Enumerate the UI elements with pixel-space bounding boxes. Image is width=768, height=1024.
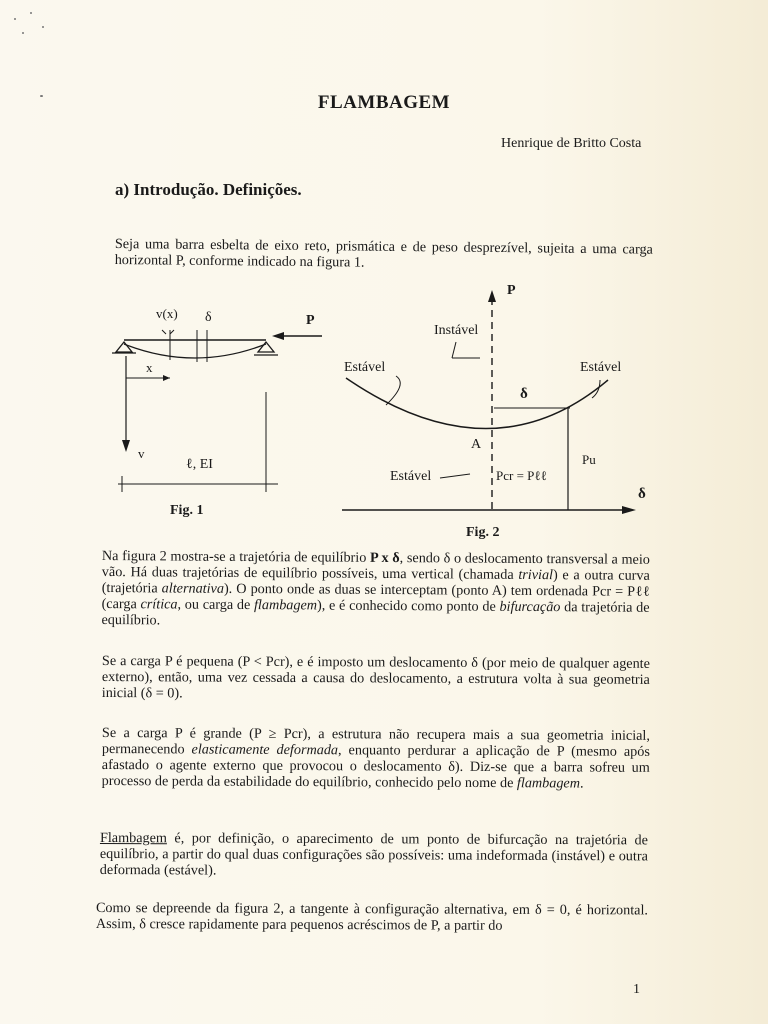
fig2-label-P: P [507,283,516,298]
text-run: ). O ponto onde as duas se interceptam (ponto A) tem ordenada Pcr = Pℓℓ (carga [101,580,650,613]
text-run: Se a carga P é grande (P ≥ Pcr), a estrutura não recupera mais a sua geometria inicial, permanecendo [101,725,650,758]
paragraph-definition [100,830,648,880]
text-run: , ou carga de [177,596,255,614]
text-run: é, por definição, o aparecimento de um ponto de bifurcação na trajetória de equilíbrio, a partir do qual duas configurações são possíveis: uma indeformada (instável) e outra deformada (estável). [99,830,648,879]
author-name: Henrique de Britto Costa [501,136,642,151]
text-run-italic: bifurcação [499,598,561,616]
paragraph-large-load [102,725,650,792]
text-run: da trajetória de equilíbrio. [101,599,650,629]
text-run: ), e é conhecido como ponto de [317,597,500,615]
fig1-caption: Fig. 1 [170,503,204,518]
text-run-bold: P x δ [369,549,400,567]
text-run: , enquanto perdurar a aplicação de P (mesmo após afastado o agente externo que provocou o deslocamento δ). Diz-se que a barra sofreu um processo de perda da estabilidade do equilíbrio, conhecido pelo nome de [101,742,650,792]
page-number: 1 [633,982,640,997]
fig2-label-estavel-right: Estável [580,360,622,375]
paragraph-tangent [96,900,648,934]
fig1-label-vx: v(x) [156,306,178,321]
fig1-label-P: P [306,313,315,328]
text-run-italic: alternativa [161,580,225,597]
text-run: ) e a outra curva (trajetória [101,567,650,597]
section-heading: a) Introdução. Definições. [115,180,302,199]
fig2-caption: Fig. 2 [466,525,500,540]
paragraph-small-load [102,653,650,704]
text-run: Como se depreende da figura 2, a tangente à configuração alternativa, em δ = 0, é horizontal. Assim, δ cresce rapidamente para pequenos acréscimos de P, a partir do [95,900,648,934]
page-title: FLAMBAGEM [317,92,451,113]
text-run-underlined: Flambagem [99,830,167,847]
fig2-label-estavel-bottom: Estável [390,469,432,484]
fig1-label-x: x [146,360,153,375]
fig2-label-A: A [471,437,482,452]
text-run: , sendo δ o deslocamento transversal a meio vão. Há duas trajetórias de equilíbrio possíveis, uma vertical (chamada [101,550,650,583]
fig1-label-lei: ℓ, EI [186,457,213,472]
text-run-italic: trivial [518,566,554,584]
fig2-label-pu: Pu [582,452,596,467]
fig2-label-estavel-left: Estável [344,360,386,375]
text-run: . [579,775,584,792]
fig2-equilibrium-curve [346,378,608,429]
text-run-italic: flambagem [253,597,318,614]
text-run: Na figura 2 mostra-se a trajetória de equilíbrio [101,548,371,566]
text-run-italic: flambagem [516,775,581,792]
text-run-italic: elasticamente deformada [191,741,339,759]
fig2-label-delta-axis: δ [638,486,646,502]
text-run: Se a carga P é pequena (P < Pcr), e é imposto um deslocamento δ (por meio de qualquer agente externo), então, uma vez cessada a causa do deslocamento, a estrutura volta à sua geometria inicial (δ = 0). [101,653,650,702]
fig2-label-instavel: Instável [434,323,479,338]
fig2-label-pcr: Pcr = Pℓℓ [496,468,547,483]
fig2-label-delta-top: δ [520,386,528,402]
paragraph-figure-2 [101,548,650,632]
fig1-label-delta: δ [205,310,212,325]
fig1-label-v: v [138,446,145,461]
text-run-italic: crítica [140,596,178,613]
intro-text: Seja uma barra esbelta de eixo reto, prismática e de peso desprezível, sujeita a uma carga horizontal P, conforme indicado na figura 1. [114,236,653,271]
